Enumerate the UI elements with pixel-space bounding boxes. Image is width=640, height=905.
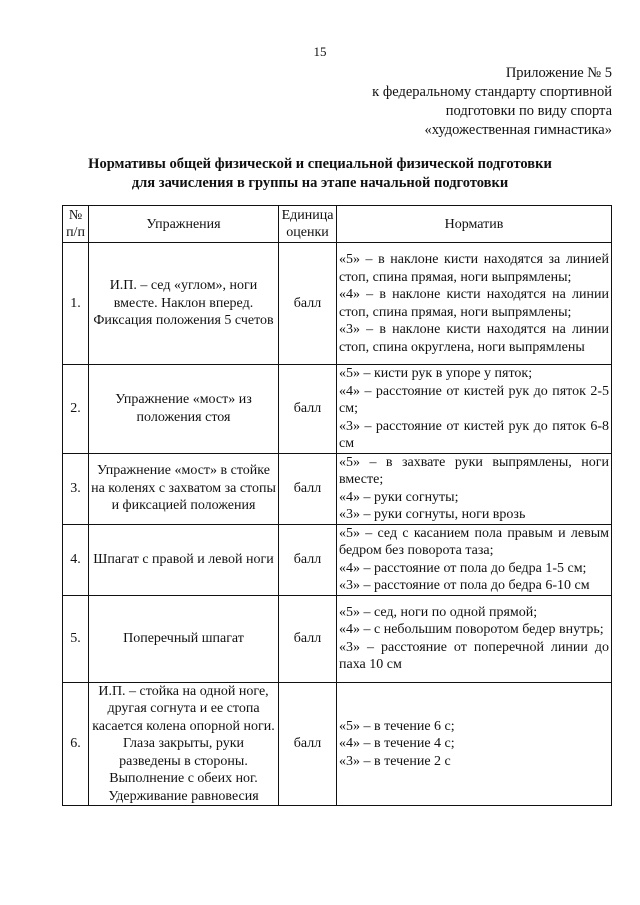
norm-cell	[337, 595, 612, 682]
norm-line: «3» – расстояние от пола до бедра 6-10 см	[339, 578, 590, 593]
unit-cell: балл	[279, 243, 337, 365]
norm-line: «5» – кисти рук в упоре у пяток;	[339, 366, 533, 381]
header-norm: Норматив	[337, 206, 612, 243]
exercise-cell: И.П. – стойка на одной ноге, другая согнута и ее стопа касается колена опорной ноги. Глаза закрыты, руки разведены в стороны. Выполнение с обеих ног. Удерживание равновесия	[89, 682, 279, 806]
norm-line: «4» – с небольшим поворотом бедер внутрь;	[339, 622, 604, 637]
norm-line: «5» – в захвате руки выпрямлены, ноги вместе;	[339, 454, 609, 487]
appendix-line: «художественная гимнастика»	[424, 122, 612, 138]
norm-line: «3» – в течение 2 с	[339, 753, 451, 769]
row-number: 6.	[63, 682, 89, 806]
norm-line: «3» – расстояние от кистей рук до пяток 6-8 см	[339, 418, 609, 451]
row-number: 4.	[63, 524, 89, 595]
table-row	[63, 243, 612, 365]
exercise-cell: Поперечный шпагат	[89, 595, 279, 682]
page-number: 15	[313, 44, 327, 59]
table-row	[63, 595, 612, 682]
norm-line: «4» – расстояние от кистей рук до пяток 2-5 см;	[339, 383, 609, 416]
table-row	[63, 365, 612, 454]
norm-line: «4» – в течение 4 с;	[339, 736, 455, 751]
header-unit: Единица оценки	[279, 206, 337, 243]
exercise-cell: Упражнение «мост» из положения стоя	[89, 365, 279, 454]
appendix-line: Приложение № 5	[505, 65, 612, 81]
norm-cell	[337, 524, 612, 595]
row-number: 2.	[63, 365, 89, 454]
exercise-cell: И.П. – сед «углом», ноги вместе. Наклон вперед. Фиксация положения 5 счетов	[89, 243, 279, 365]
unit-cell: балл	[279, 365, 337, 454]
table-row	[63, 453, 612, 524]
row-number: 3.	[63, 453, 89, 524]
table-row	[63, 524, 612, 595]
table-row	[63, 682, 612, 806]
norm-line: «4» – в наклоне кисти находятся на линии стоп, спина прямая, ноги выпрямлены;	[339, 287, 609, 320]
document-title	[0, 155, 640, 193]
table-header-row	[63, 206, 612, 243]
unit-cell: балл	[279, 524, 337, 595]
norm-cell	[337, 365, 612, 454]
norm-line: «3» – в наклоне кисти находятся на линии стоп, спина округлена, ноги выпрямлены	[339, 322, 609, 355]
appendix-header	[282, 64, 612, 140]
norm-line: «4» – расстояние от пола до бедра 1-5 см;	[339, 560, 587, 576]
unit-cell: балл	[279, 682, 337, 806]
title-line: для зачисления в группы на этапе начальной подготовки	[131, 175, 509, 191]
row-number: 1.	[63, 243, 89, 365]
norm-cell	[337, 243, 612, 365]
appendix-line: к федеральному стандарту спортивной	[372, 84, 612, 100]
title-line: Нормативы общей физической и специальной физической подготовки	[88, 156, 552, 172]
exercise-cell: Шпагат с правой и левой ноги	[89, 524, 279, 595]
standards-table	[62, 205, 612, 806]
norm-line: «4» – руки согнуты;	[339, 489, 459, 505]
header-num: № п/п	[63, 206, 89, 243]
norm-line: «5» – в течение 6 с;	[339, 718, 455, 734]
appendix-line: подготовки по виду спорта	[445, 103, 612, 119]
exercise-cell: Упражнение «мост» в стойке на коленях с захватом за стопы и фиксацией положения	[89, 453, 279, 524]
norm-line: «5» – сед с касанием пола правым и левым бедром без поворота таза;	[339, 525, 609, 558]
unit-cell: балл	[279, 595, 337, 682]
norm-line: «3» – руки согнуты, ноги врозь	[339, 507, 526, 522]
norm-cell	[337, 453, 612, 524]
unit-cell: балл	[279, 453, 337, 524]
row-number: 5.	[63, 595, 89, 682]
norm-line: «5» – в наклоне кисти находятся за линией стоп, спина прямая, ноги выпрямлены;	[339, 252, 609, 285]
norm-cell	[337, 682, 612, 806]
norm-line: «3» – расстояние от поперечной линии до паха 10 см	[339, 639, 609, 672]
norm-line: «5» – сед, ноги по одной прямой;	[339, 604, 538, 620]
header-exercise: Упражнения	[89, 206, 279, 243]
